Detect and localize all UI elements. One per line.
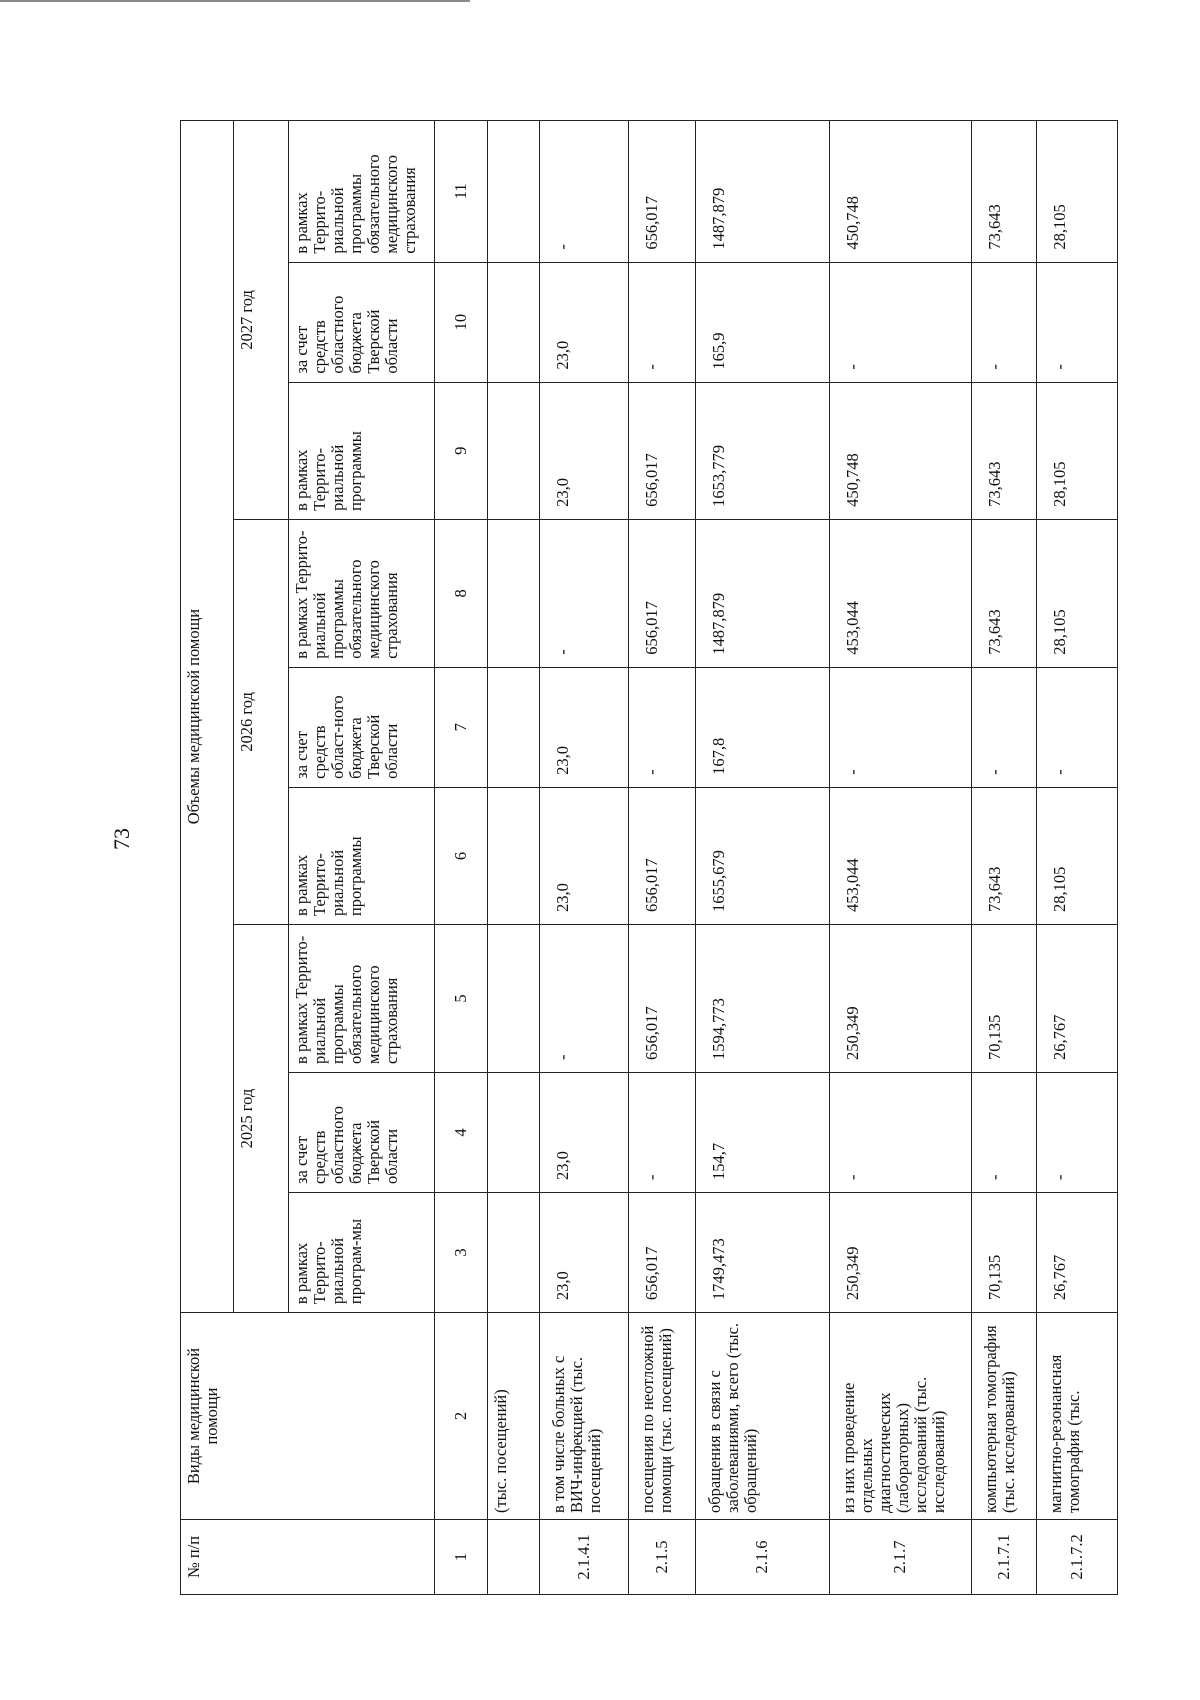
row-name: компьютерная томография (тыс. исследований): [972, 1313, 1037, 1520]
value-cell: 70,135: [972, 925, 1037, 1073]
column-number-row: [434, 121, 487, 1595]
value-cell: 1653,779: [695, 382, 829, 519]
continuation-name: (тыс. посещений): [487, 1313, 540, 1520]
table-body: [181, 121, 1118, 1595]
value-cell: 70,135: [972, 1193, 1037, 1313]
row-number: 2.1.6: [695, 1519, 829, 1594]
value-cell: 656,017: [628, 925, 695, 1073]
value-cell: 1655,679: [695, 787, 829, 924]
value-cell: 28,105: [1036, 121, 1117, 263]
column-number: 7: [434, 667, 487, 787]
empty-cell: [487, 1072, 540, 1192]
column-number: 8: [434, 519, 487, 667]
row-number: 2.1.7: [829, 1519, 971, 1594]
value-cell: 167,8: [695, 667, 829, 787]
column-number: 4: [434, 1072, 487, 1192]
value-cell: 250,349: [829, 925, 971, 1073]
value-cell: -: [829, 667, 971, 787]
value-cell: 1487,879: [695, 121, 829, 263]
row-name: магнитно-резонансная томография (тыс.: [1036, 1313, 1117, 1520]
row-number: 2.1.7.1: [972, 1519, 1037, 1594]
value-cell: 656,017: [628, 382, 695, 519]
empty-cell: [487, 925, 540, 1073]
value-cell: 73,643: [972, 121, 1037, 263]
continuation-row: [487, 121, 540, 1595]
column-number: 9: [434, 382, 487, 519]
value-cell: -: [540, 121, 629, 263]
value-cell: -: [628, 262, 695, 382]
empty-cell: [487, 262, 540, 382]
table-row: [628, 121, 695, 1595]
value-cell: -: [829, 1072, 971, 1192]
header-sub-col-3: в рамках Террито-риальной програм-мы: [288, 1193, 434, 1313]
header-sub-col-4: за счет средств областного бюджета Тверской области: [288, 1072, 434, 1192]
value-cell: -: [1036, 667, 1117, 787]
value-cell: -: [1036, 262, 1117, 382]
value-cell: -: [972, 1072, 1037, 1192]
row-name: в том числе больных с ВИЧ-инфекцией (тыс. посещений): [540, 1313, 629, 1520]
header-volumes-group: Объемы медицинской помощи: [181, 121, 234, 1313]
table-row: [972, 121, 1037, 1595]
value-cell: 453,044: [829, 519, 971, 667]
empty-cell: [487, 1193, 540, 1313]
row-name: из них проведение отдельных диагностических (лабораторных) исследований (тыс. исследований): [829, 1313, 971, 1520]
value-cell: 656,017: [628, 1193, 695, 1313]
header-sub-col-8: в рамках Террито-риальной программы обязательного медицинского страхования: [288, 519, 434, 667]
value-cell: 453,044: [829, 787, 971, 924]
row-number: 2.1.4.1: [540, 1519, 629, 1594]
value-cell: 23,0: [540, 1072, 629, 1192]
value-cell: 23,0: [540, 1193, 629, 1313]
value-cell: 656,017: [628, 519, 695, 667]
continuation-no: [487, 1519, 540, 1594]
value-cell: 73,643: [972, 382, 1037, 519]
value-cell: 1594,773: [695, 925, 829, 1073]
table-row: [829, 121, 971, 1595]
medical-care-volumes-table: [180, 120, 1118, 1595]
header-year-2027: 2027 год: [233, 121, 288, 520]
column-number: 5: [434, 925, 487, 1073]
header-year-2026: 2026 год: [233, 519, 288, 924]
value-cell: 656,017: [628, 121, 695, 263]
value-cell: 250,349: [829, 1193, 971, 1313]
value-cell: -: [1036, 1072, 1117, 1192]
row-number: 2.1.7.2: [1036, 1519, 1117, 1594]
value-cell: -: [829, 262, 971, 382]
empty-cell: [487, 667, 540, 787]
empty-cell: [487, 121, 540, 263]
value-cell: 1749,473: [695, 1193, 829, 1313]
table-row: [1036, 121, 1117, 1595]
value-cell: 656,017: [628, 787, 695, 924]
rotated-table-wrapper: [180, 120, 1118, 1595]
value-cell: 165,9: [695, 262, 829, 382]
value-cell: 1487,879: [695, 519, 829, 667]
header-sub-col-11: в рамках Террито-риальной программы обязательного медицинского страхования: [288, 121, 434, 263]
value-cell: 26,767: [1036, 925, 1117, 1073]
header-sub-col-7: за счет средств област-ного бюджета Тверской области: [288, 667, 434, 787]
value-cell: 450,748: [829, 382, 971, 519]
page-number: 73: [109, 828, 134, 850]
column-number: 6: [434, 787, 487, 924]
row-number: 2.1.5: [628, 1519, 695, 1594]
empty-cell: [487, 787, 540, 924]
column-number: 2: [434, 1313, 487, 1520]
header-row-group: [181, 121, 234, 1595]
value-cell: -: [540, 925, 629, 1073]
empty-cell: [487, 519, 540, 667]
value-cell: 450,748: [829, 121, 971, 263]
row-name: посещения по неотложной помощи (тыс. посещений): [628, 1313, 695, 1520]
value-cell: 73,643: [972, 519, 1037, 667]
value-cell: -: [628, 667, 695, 787]
row-name: обращения в связи с заболеваниями, всего (тыс. обращений): [695, 1313, 829, 1520]
value-cell: -: [540, 519, 629, 667]
value-cell: 73,643: [972, 787, 1037, 924]
header-sub-col-10: за счет средств областного бюджета Тверской области: [288, 262, 434, 382]
header-sub-col-6: в рамках Террито-риальной программы: [288, 787, 434, 924]
scan-edge-line: [0, 0, 470, 2]
value-cell: 23,0: [540, 787, 629, 924]
column-number: 11: [434, 121, 487, 263]
value-cell: -: [972, 262, 1037, 382]
value-cell: 28,105: [1036, 787, 1117, 924]
header-kind: Виды медицинской помощи: [181, 1313, 435, 1520]
value-cell: 154,7: [695, 1072, 829, 1192]
column-number: 1: [434, 1519, 487, 1594]
value-cell: 28,105: [1036, 382, 1117, 519]
value-cell: 28,105: [1036, 519, 1117, 667]
value-cell: 23,0: [540, 382, 629, 519]
column-number: 10: [434, 262, 487, 382]
header-sub-col-9: в рамках Террито-риальной программы: [288, 382, 434, 519]
header-year-2025: 2025 год: [233, 925, 288, 1313]
header-sub-col-5: в рамках Террито-риальной программы обязательного медицинского страхования: [288, 925, 434, 1073]
table-row: [540, 121, 629, 1595]
empty-cell: [487, 382, 540, 519]
table-row: [695, 121, 829, 1595]
value-cell: -: [972, 667, 1037, 787]
value-cell: 26,767: [1036, 1193, 1117, 1313]
column-number: 3: [434, 1193, 487, 1313]
value-cell: 23,0: [540, 667, 629, 787]
header-no: № п/п: [181, 1519, 435, 1594]
value-cell: 23,0: [540, 262, 629, 382]
value-cell: -: [628, 1072, 695, 1192]
